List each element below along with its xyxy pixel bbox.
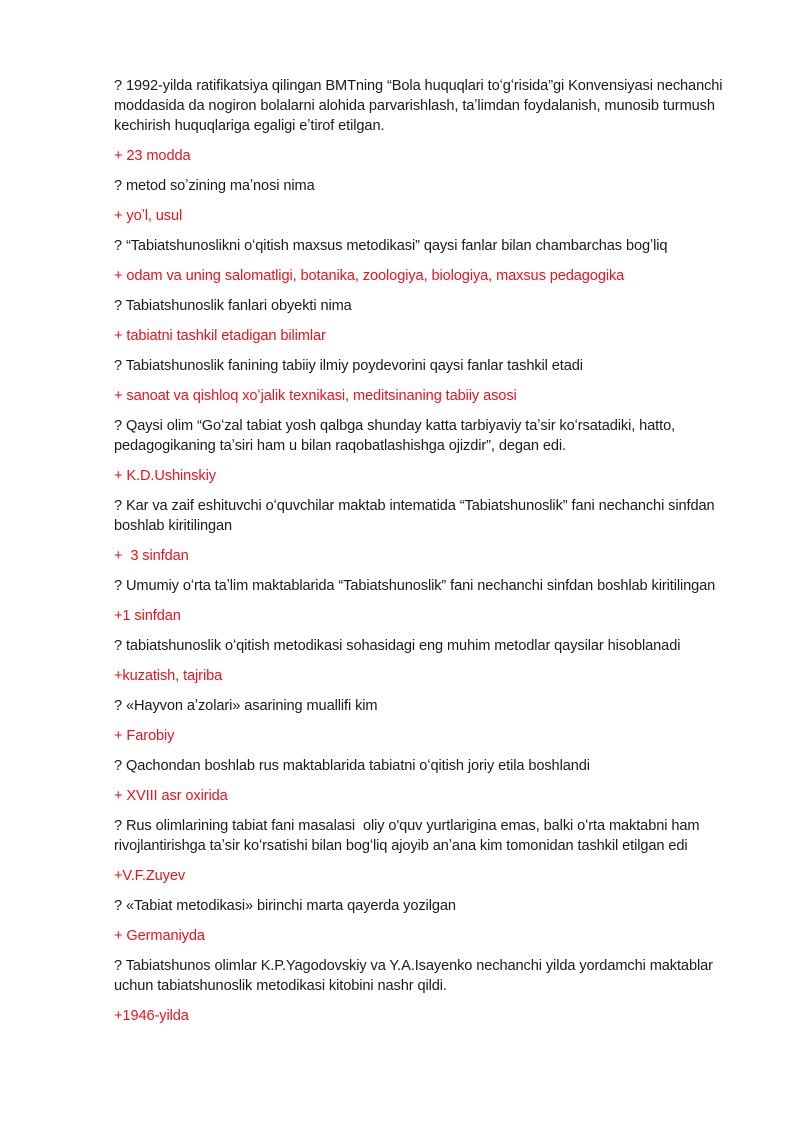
question-text: ? Qachondan boshlab rus maktablarida tabiatni oʻqitish joriy etila boshlandi	[114, 758, 590, 774]
question-text: ? Tabiatshunoslik fanining tabiiy ilmiy poydevorini qaysi fanlar tashkil etadi	[114, 358, 583, 374]
answer-text: + sanoat va qishloq xoʻjalik texnikasi, meditsinaning tabiiy asosi	[114, 388, 517, 404]
answer-text: + 23 modda	[114, 148, 191, 164]
answer-text: + yoʼl, usul	[114, 208, 183, 224]
answer-text: + Germaniyda	[114, 928, 205, 944]
answer-text: + tabiatni tashkil etadigan bilimlar	[114, 328, 326, 344]
answer-text: +V.F.Zuyev	[114, 868, 186, 884]
question-text: ? «Tabiat metodikasi» birinchi marta qayerda yozilgan	[114, 898, 456, 914]
answer-text: + K.D.Ushinskiy	[114, 468, 216, 484]
answer-text: +1946-yilda	[114, 1008, 189, 1024]
answer-text: +kuzatish, tajriba	[114, 668, 223, 684]
answer-text: + odam va uning salomatligi, botanika, zoologiya, biologiya, maxsus pedagogika	[114, 268, 625, 284]
question-text: ? tabiatshunoslik oʻqitish metodikasi sohasidagi eng muhim metodlar qaysilar hisoblanadi	[114, 638, 681, 654]
answer-text: + XVIII asr oxirida	[114, 788, 228, 804]
question-text: ? Kar va zaif eshituvchi oʻquvchilar maktab intematida “Tabiatshunoslik” fani nechanchi sinfdan boshlab kiritilingan	[114, 498, 719, 534]
answer-text: +1 sinfdan	[114, 608, 181, 624]
answer-text: + 3 sinfdan	[114, 548, 189, 564]
question-text: ? «Hayvon aʼzolari» asarining muallifi kim	[114, 698, 378, 714]
question-text: ? Tabiatshunos olimlar K.P.Yagodovskiy va Y.A.Isayenko nechanchi yilda yordamchi maktablar uchun tabiatshunoslik metodikasi kitobini nashr qildi.	[114, 958, 717, 994]
qa-list	[114, 76, 754, 1026]
question-text: ? metod soʼzining maʼnosi nima	[114, 178, 315, 194]
question-text: ? 1992-yilda ratifikatsiya qilingan BMTning “Bola huquqlari toʻgʻrisida”gi Konvensiyasi nechanchi moddasida da nogiron bolalarni alohida parvarishlash, taʼlimdan foydalanish, munosib turmush kechirish huquqlariga egaligi eʼtirof etilgan.	[114, 78, 727, 134]
question-text: ? Rus olimlarining tabiat fani masalasi oliy o'quv yurtlarigina emas, balki oʻrta maktabni ham rivojlantirishga taʼsir koʻrsatishi bilan bogʻliq ajoyib anʼana kim tomonidan tashkil etilgan edi	[114, 818, 704, 854]
question-text: ? “Tabiatshunoslikni oʻqitish maxsus metodikasi” qaysi fanlar bilan chambarchas bogʼliq	[114, 238, 668, 254]
answer-text: + Farobiy	[114, 728, 175, 744]
question-text: ? Umumiy oʻrta taʼlim maktablarida “Tabiatshunoslik” fani nechanchi sinfdan boshlab kiritilingan	[114, 578, 716, 594]
question-text: ? Qaysi olim “Goʻzal tabiat yosh qalbga shunday katta tarbiyaviy taʼsir koʻrsatadiki, hatto, pedagogikaning taʼsiri ham u bilan raqobatlashishga ojizdir”, degan edi.	[114, 418, 680, 454]
question-text: ? Tabiatshunoslik fanlari obyekti nima	[114, 298, 352, 314]
